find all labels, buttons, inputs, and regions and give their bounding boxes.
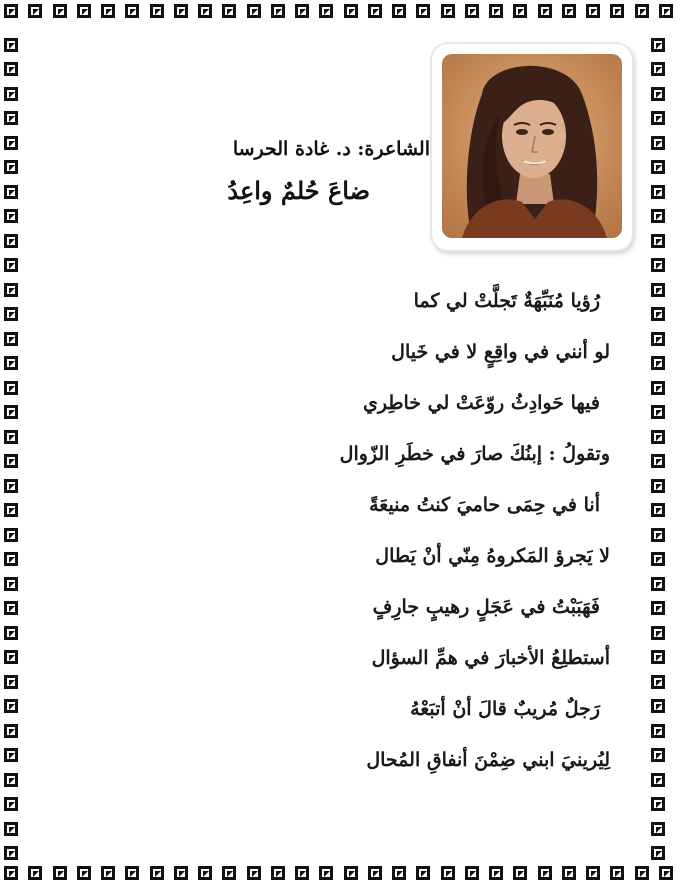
border-tile — [441, 866, 455, 880]
border-tile — [651, 577, 665, 591]
border-tile — [53, 866, 67, 880]
poet-portrait — [442, 54, 622, 238]
border-tile — [651, 234, 665, 248]
border-tile — [4, 283, 18, 297]
border-tile — [4, 136, 18, 150]
poem-line: لِيُرينيَ ابني ضِمْنَ أنفاقِ المُحال — [366, 749, 610, 771]
border-tile — [150, 866, 164, 880]
border-tile — [4, 773, 18, 787]
border-tile — [441, 4, 455, 18]
border-tile — [651, 160, 665, 174]
border-tile — [651, 38, 665, 52]
poem-line: وتقولُ : إبنُكَ صارَ في خطَرِ الزّوال — [339, 443, 610, 465]
border-tile — [651, 846, 665, 860]
border-tile — [651, 111, 665, 125]
border-tile — [586, 4, 600, 18]
border-tile — [4, 307, 18, 321]
border-tile — [4, 454, 18, 468]
border-tile — [651, 283, 665, 297]
border-tile — [392, 4, 406, 18]
border-tile — [651, 209, 665, 223]
border-tile — [651, 87, 665, 101]
border-tile — [651, 503, 665, 517]
border-tile — [4, 601, 18, 615]
border-tile — [4, 748, 18, 762]
border-tile — [651, 748, 665, 762]
border-tile — [271, 4, 285, 18]
border-tile — [4, 258, 18, 272]
border-tile — [4, 111, 18, 125]
border-tile — [651, 552, 665, 566]
border-tile — [651, 528, 665, 542]
border-tile — [392, 866, 406, 880]
border-tile — [651, 62, 665, 76]
border-tile — [344, 4, 358, 18]
poem-line: لو أنني في واقِعٍ لا في خَيال — [391, 341, 610, 363]
border-bottom — [4, 866, 673, 888]
poem-line: لا يَجرؤ المَكروهُ مِنّي أنْ يَطال — [375, 545, 610, 567]
border-tile — [4, 479, 18, 493]
border-tile — [416, 4, 430, 18]
border-tile — [586, 866, 600, 880]
border-tile — [651, 332, 665, 346]
poem-line: أستطلِعُ الأخبارَ في همِّ السؤال — [371, 647, 610, 669]
border-tile — [513, 4, 527, 18]
border-tile — [651, 258, 665, 272]
border-tile — [4, 185, 18, 199]
border-tile — [651, 626, 665, 640]
border-tile — [319, 4, 333, 18]
border-tile — [538, 4, 552, 18]
border-tile — [651, 185, 665, 199]
border-tile — [651, 650, 665, 664]
border-tile — [651, 822, 665, 836]
border-tile — [4, 356, 18, 370]
poem-line: رُؤيا مُنَبِّهَةٌ تَجلَّتْ لي كما — [413, 290, 600, 312]
border-tile — [295, 4, 309, 18]
border-tile — [610, 4, 624, 18]
border-tile — [635, 4, 649, 18]
border-tile — [4, 503, 18, 517]
border-tile — [198, 866, 212, 880]
border-tile — [659, 866, 673, 880]
border-tile — [538, 866, 552, 880]
border-tile — [271, 866, 285, 880]
border-tile — [4, 62, 18, 76]
border-tile — [4, 797, 18, 811]
border-tile — [125, 4, 139, 18]
poem-line: أنا في حِمَى حاميَ كنتُ منيعَةً — [369, 494, 600, 516]
border-tile — [28, 4, 42, 18]
border-tile — [651, 430, 665, 444]
border-tile — [4, 38, 18, 52]
border-tile — [28, 866, 42, 880]
poem-body — [80, 276, 610, 786]
border-tile — [53, 4, 67, 18]
border-left — [4, 38, 26, 860]
border-tile — [319, 866, 333, 880]
border-tile — [4, 381, 18, 395]
border-tile — [651, 699, 665, 713]
border-tile — [368, 4, 382, 18]
border-top — [4, 4, 673, 26]
border-tile — [4, 846, 18, 860]
border-tile — [125, 866, 139, 880]
border-tile — [4, 430, 18, 444]
poem-line: فَهَبَبْتُ في عَجَلٍ رهيبٍ جارِفٍ — [372, 596, 600, 618]
border-tile — [77, 4, 91, 18]
border-tile — [651, 136, 665, 150]
border-tile — [344, 866, 358, 880]
border-tile — [651, 405, 665, 419]
border-tile — [562, 4, 576, 18]
border-tile — [4, 4, 18, 18]
border-tile — [4, 650, 18, 664]
border-tile — [651, 675, 665, 689]
border-tile — [247, 866, 261, 880]
poet-name: الشاعرة: د. غادة الحرسا — [232, 138, 430, 160]
portrait-illustration — [442, 54, 622, 238]
border-right — [651, 38, 673, 860]
border-tile — [4, 552, 18, 566]
border-tile — [198, 4, 212, 18]
border-tile — [416, 866, 430, 880]
border-tile — [295, 866, 309, 880]
border-tile — [101, 866, 115, 880]
border-tile — [222, 4, 236, 18]
border-tile — [4, 160, 18, 174]
border-tile — [489, 866, 503, 880]
border-tile — [174, 4, 188, 18]
border-tile — [4, 209, 18, 223]
border-tile — [465, 4, 479, 18]
border-tile — [651, 307, 665, 321]
border-tile — [4, 234, 18, 248]
poem-line: رَجلٌ مُريبٌ قالَ أنْ أتبَعْهُ — [410, 698, 600, 720]
border-tile — [101, 4, 115, 18]
border-tile — [4, 626, 18, 640]
border-tile — [4, 577, 18, 591]
border-tile — [4, 724, 18, 738]
border-tile — [651, 381, 665, 395]
border-tile — [174, 866, 188, 880]
border-tile — [651, 773, 665, 787]
poem-line: فيها حَوادِثُ روّعَتْ لي خاطِري — [363, 392, 600, 414]
border-tile — [659, 4, 673, 18]
border-tile — [651, 454, 665, 468]
poem-title: ضاعَ حُلمٌ واعِدُ — [227, 176, 370, 205]
border-tile — [651, 356, 665, 370]
border-tile — [222, 866, 236, 880]
border-tile — [562, 866, 576, 880]
border-tile — [77, 866, 91, 880]
border-tile — [651, 724, 665, 738]
border-tile — [368, 866, 382, 880]
border-tile — [150, 4, 164, 18]
border-tile — [4, 87, 18, 101]
border-tile — [610, 866, 624, 880]
border-tile — [651, 479, 665, 493]
border-tile — [4, 699, 18, 713]
border-tile — [4, 675, 18, 689]
border-tile — [4, 405, 18, 419]
border-tile — [513, 866, 527, 880]
border-tile — [635, 866, 649, 880]
border-tile — [465, 866, 479, 880]
border-tile — [4, 528, 18, 542]
border-tile — [651, 797, 665, 811]
portrait-frame — [432, 44, 632, 250]
border-tile — [4, 822, 18, 836]
border-tile — [247, 4, 261, 18]
border-tile — [4, 866, 18, 880]
border-tile — [4, 332, 18, 346]
border-tile — [651, 601, 665, 615]
border-tile — [489, 4, 503, 18]
